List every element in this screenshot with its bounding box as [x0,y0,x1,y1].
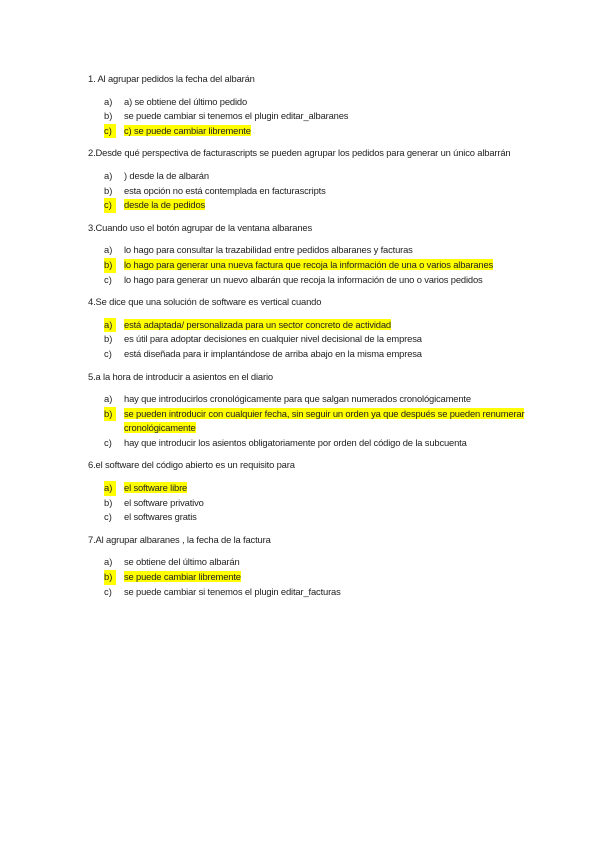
option-text-wrap [124,407,528,436]
answer-option [88,198,528,213]
option-letter: a) [104,169,113,181]
option-text: el software privativo [124,496,204,508]
option-text-wrap [124,585,528,600]
option-text-wrap [124,243,528,258]
option-text: lo hago para consultar la trazabilidad entre pedidos albaranes y facturas [124,244,413,256]
option-letter: b) [104,333,113,345]
option-text-wrap [124,496,528,511]
option-text-wrap [124,273,528,288]
answer-option [88,169,528,184]
option-text: se puede cambiar si tenemos el plugin editar_albaranes [124,110,349,122]
option-list [88,481,528,525]
question-3 [88,221,528,287]
option-letter: b) [104,570,116,585]
answer-option [88,407,528,436]
option-letter: a) [104,393,113,405]
option-text: está diseñada para ir implantándose de arriba abajo en la misma empresa [124,347,422,359]
option-text: hay que introducir los asientos obligatoriamente por orden del código de la subcuenta [124,436,467,448]
option-letter: c) [104,585,112,597]
option-text-wrap [124,510,528,525]
highlighted-option-text: está adaptada/ personalizada para un sector concreto de actividad [124,318,391,330]
answer-option [88,243,528,258]
answer-option [88,273,528,288]
option-letter: c) [104,124,116,139]
option-letter: c) [104,511,112,523]
option-text-wrap [124,347,528,362]
highlighted-option-text: desde la de pedidos [124,199,206,211]
question-text: 2.Desde qué perspectiva de facturascripts se pueden agrupar los pedidos para generar un único albarrán [88,147,511,159]
answer-option [88,184,528,199]
option-text-wrap [124,318,528,333]
option-text: esta opción no está contemplada en facturascripts [124,184,326,196]
question-5 [88,370,528,451]
question-text: 5.a la hora de introducir a asientos en el diario [88,370,273,382]
highlighted-option-text: se puede cambiar libremente [124,571,241,583]
option-text-wrap [124,258,528,273]
option-text: es útil para adoptar decisiones en cualquier nivel decisional de la empresa [124,333,422,345]
question-4 [88,295,528,361]
question-7 [88,533,528,599]
question-text: 4.Se dice que una solución de software es vertical cuando [88,296,322,308]
question-1 [88,72,528,138]
highlighted-option-text: c) se puede cambiar libremente [124,124,251,136]
question-text: 7.Al agrupar albaranes , la fecha de la factura [88,533,271,545]
answer-option [88,258,528,273]
answer-option [88,436,528,451]
option-list [88,318,528,362]
option-text-wrap [124,95,528,110]
option-text: a) se obtiene del último pedido [124,95,248,107]
option-text-wrap [124,109,528,124]
answer-option [88,124,528,139]
option-letter: c) [104,347,112,359]
answer-option [88,555,528,570]
highlighted-option-text: lo hago para generar una nueva factura que recoja la información de una o varios albaranes [124,258,494,270]
option-text-wrap [124,570,528,585]
option-list [88,243,528,287]
answer-option [88,510,528,525]
option-letter: c) [104,198,116,213]
option-text: ) desde la de albarán [124,169,209,181]
question-6 [88,458,528,524]
question-text: 3.Cuando uso el botón agrupar de la ventana albaranes [88,221,312,233]
option-text-wrap [124,481,528,496]
option-text-wrap [124,169,528,184]
quiz-content [88,72,528,607]
option-text-wrap [124,332,528,347]
highlighted-option-text: se pueden introducir con cualquier fecha, sin seguir un orden ya que después se pueden renumerar cronológicamente [124,407,525,434]
question-text: 6.el software del código abierto es un requisito para [88,459,295,471]
option-text-wrap [124,555,528,570]
option-text: el softwares gratis [124,511,197,523]
option-text: hay que introducirlos cronológicamente para que salgan numerados cronológicamente [124,393,471,405]
answer-option [88,109,528,124]
option-list [88,555,528,599]
highlighted-option-text: el software libre [124,482,188,494]
option-text: lo hago para generar un nuevo albarán que recoja la información de uno o varios pedidos [124,273,483,285]
option-text-wrap [124,198,528,213]
question-text: 1. Al agrupar pedidos la fecha del albarán [88,73,255,84]
option-text-wrap [124,392,528,407]
answer-option [88,332,528,347]
answer-option [88,585,528,600]
option-letter: b) [104,407,116,422]
option-list [88,95,528,139]
option-letter: b) [104,184,113,196]
option-text: se puede cambiar si tenemos el plugin editar_facturas [124,585,341,597]
answer-option [88,392,528,407]
option-letter: b) [104,496,113,508]
option-letter: a) [104,556,113,568]
option-text: se obtiene del último albarán [124,556,240,568]
option-letter: a) [104,318,116,333]
question-2 [88,146,528,212]
option-letter: a) [104,481,116,496]
option-list [88,169,528,213]
option-text-wrap [124,184,528,199]
answer-option [88,95,528,110]
answer-option [88,496,528,511]
option-text-wrap [124,124,528,139]
answer-option [88,318,528,333]
option-letter: a) [104,95,113,107]
option-letter: c) [104,436,112,448]
option-list [88,392,528,450]
option-letter: c) [104,273,112,285]
answer-option [88,481,528,496]
option-letter: a) [104,244,113,256]
option-letter: b) [104,258,116,273]
option-letter: b) [104,110,113,122]
answer-option [88,570,528,585]
answer-option [88,347,528,362]
option-text-wrap [124,436,528,451]
